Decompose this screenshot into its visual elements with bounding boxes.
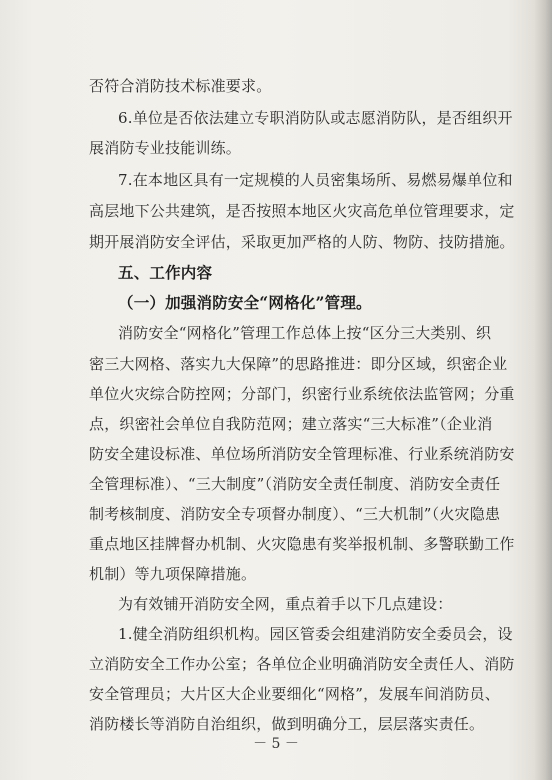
page-number: － 5 － [253,736,299,752]
body-line: 消防安全“网格化”管理工作总体上按“区分三大类别、织 [118,324,492,342]
body-line: 消防楼长等消防自治组织，做到明确分工，层层落实责任。 [89,715,485,733]
body-line: 期开展消防安全评估，采取更加严格的人防、物防、技防措施。 [89,233,515,251]
body-line: 否符合消防技术标准要求。 [89,77,272,95]
subsection-heading: （一）加强消防安全“网格化”管理。 [118,293,372,312]
body-line: 单位火灾综合防控网；分部门，织密行业系统依法监管网；分重 [89,385,515,403]
body-line: 高层地下公共建筑，是否按照本地区火灾高危单位管理要求，定 [89,202,515,220]
body-line: 7.在本地区具有一定规模的人员密集场所、易燃易爆单位和 [118,171,513,189]
body-line: 安全管理员；大片区大企业要细化“网格”，发展车间消防员、 [89,685,500,703]
body-line: 点，织密社会单位自我防范网；建立落实“三大标准”（企业消 [89,415,493,433]
body-line: 6.单位是否依法建立专职消防队或志愿消防队，是否组织开 [118,109,513,127]
body-line: 为有效铺开消防安全网，重点着手以下几点建设： [118,595,453,613]
body-line: 展消防专业技能训练。 [89,139,242,157]
body-line: 防安全建设标准、单位场所消防安全管理标准、行业系统消防安 [89,445,515,463]
body-line: 密三大网格、落实九大保障”的思路推进：即分区域，织密企业 [89,355,508,373]
section-heading: 五、工作内容 [118,263,213,282]
body-line: 立消防安全工作办公室；各单位企业明确消防安全责任人、消防 [89,655,515,673]
body-line: 机制）等九项保障措施。 [89,565,257,583]
page-edge-shadow [534,0,552,780]
body-line: 全管理标准）、“三大制度”（消防安全责任制度、消防安全责任 [89,475,501,493]
body-line: 制考核制度、消防安全专项督办制度）、“三大机制”（火灾隐患 [89,505,501,523]
body-line: 重点地区挂牌督办机制、火灾隐患有奖举报机制、多警联勤工作 [89,535,515,553]
body-line: 1.健全消防组织机构。园区管委会组建消防安全委员会，设 [118,625,513,643]
